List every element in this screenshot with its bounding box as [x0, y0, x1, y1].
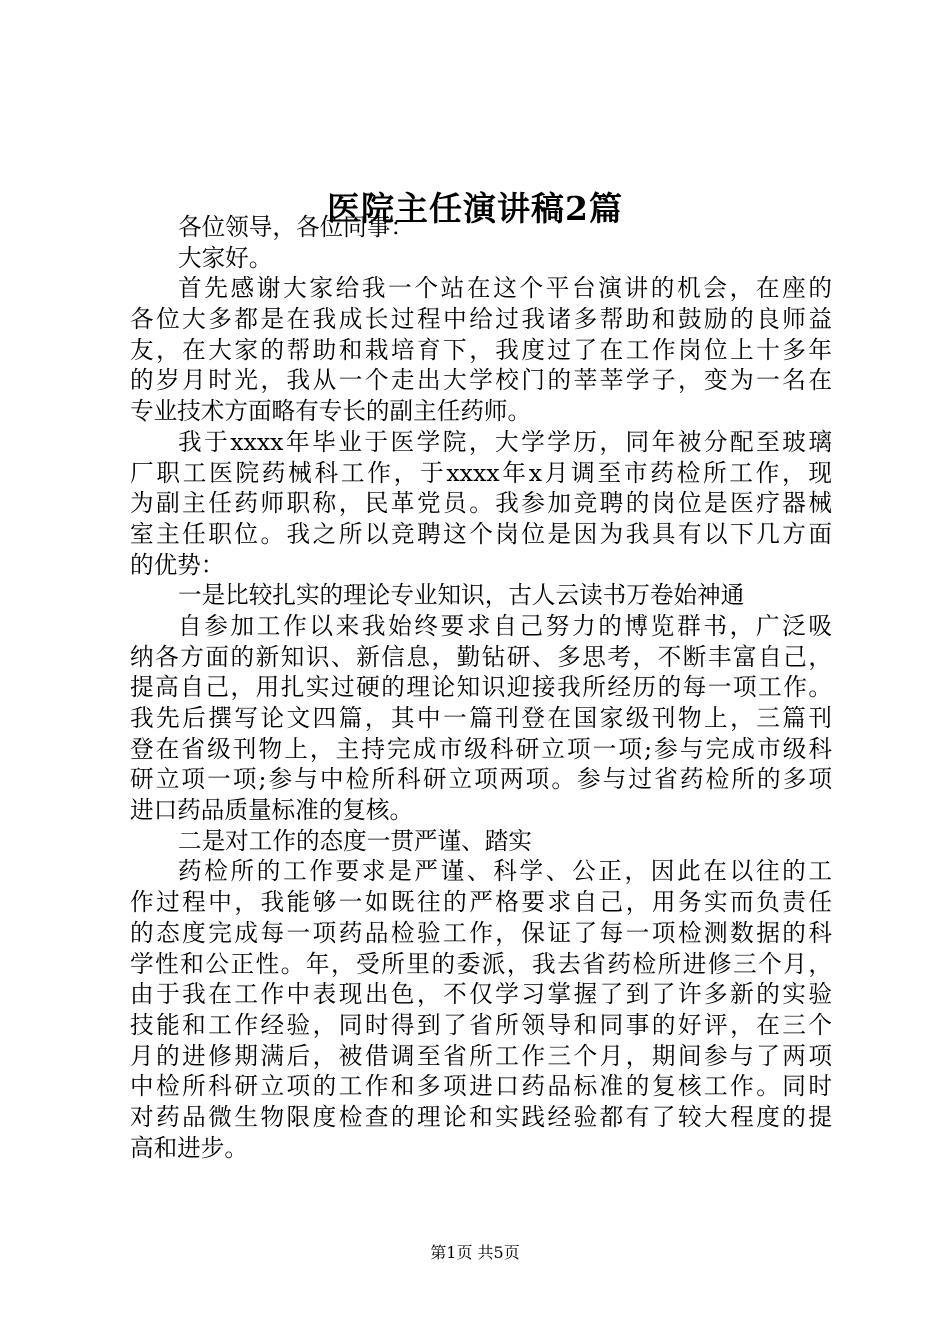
body-line: 登在省级刊物上，主持完成市级科研立项一项;参与完成市级科: [130, 734, 832, 763]
body-line: 一是比较扎实的理论专业知识，古人云读书万卷始神通: [178, 581, 745, 610]
body-line: 学性和公正性。年，受所里的委派，我去省药检所进修三个月，: [130, 949, 832, 978]
document-body: [130, 212, 832, 1163]
body-line: 的岁月时光，我从一个走出大学校门的莘莘学子，变为一名在: [130, 366, 832, 395]
body-line: 由于我在工作中表现出色，不仅学习掌握了到了许多新的实验: [130, 980, 832, 1009]
body-line: 二是对工作的态度一贯严谨、踏实: [178, 826, 532, 855]
body-line: 室主任职位。我之所以竞聘这个岗位是因为我具有以下几方面: [130, 519, 832, 548]
body-line: 为副主任药师职称，民革党员。我参加竞聘的岗位是医疗器械: [130, 489, 832, 518]
body-line: 专业技术方面略有专长的副主任药师。: [130, 397, 532, 426]
body-line: 进口药品质量标准的复核。: [130, 796, 414, 825]
body-line: 月的进修期满后，被借调至省所工作三个月，期间参与了两项: [130, 1041, 832, 1070]
body-line: 的态度完成每一项药品检验工作，保证了每一项检测数据的科: [130, 918, 832, 947]
body-line: 厂职工医院药械科工作，于xxxx年x月调至市药检所工作，现: [130, 458, 832, 487]
body-line: 作过程中，我能够一如既往的严格要求自己，用务实而负责任: [130, 888, 832, 917]
body-line: 各位领导，各位同事：: [178, 213, 414, 241]
body-line: 自参加工作以来我始终要求自己努力的博览群书，广泛吸: [178, 611, 832, 640]
body-line: 首先感谢大家给我一个站在这个平台演讲的机会，在座的: [178, 274, 832, 303]
body-line: 的优势：: [130, 550, 225, 579]
body-line: 我先后撰写论文四篇，其中一篇刊登在国家级刊物上，三篇刊: [130, 704, 832, 732]
body-line: 纳各方面的新知识、新信息，勤钻研、多思考，不断丰富自己，: [130, 642, 832, 671]
body-line: 各位大多都是在我成长过程中给过我诸多帮助和鼓励的良师益: [130, 305, 832, 334]
body-line: 我于xxxx年毕业于医学院，大学学历，同年被分配至玻璃: [178, 427, 832, 456]
body-line: 对药品微生物限度检查的理论和实践经验都有了较大程度的提: [130, 1102, 832, 1131]
document-title: 医院主任演讲稿2篇: [327, 189, 623, 228]
body-line: 友，在大家的帮助和栽培育下，我度过了在工作岗位上十多年: [130, 335, 832, 364]
body-line: 大家好。: [178, 243, 273, 272]
body-line: 提高自己，用扎实过硬的理论知识迎接我所经历的每一项工作。: [130, 673, 832, 702]
body-line: 高和进步。: [130, 1133, 248, 1162]
body-line: 中检所科研立项的工作和多项进口药品标准的复核工作。同时: [130, 1072, 832, 1101]
page-footer: 第1页 共5页: [430, 1243, 520, 1262]
body-line: 研立项一项;参与中检所科研立项两项。参与过省药检所的多项: [130, 765, 832, 794]
body-line: 药检所的工作要求是严谨、科学、公正，因此在以往的工: [178, 857, 832, 886]
body-line: 技能和工作经验，同时得到了省所领导和同事的好评，在三个: [130, 1010, 832, 1039]
